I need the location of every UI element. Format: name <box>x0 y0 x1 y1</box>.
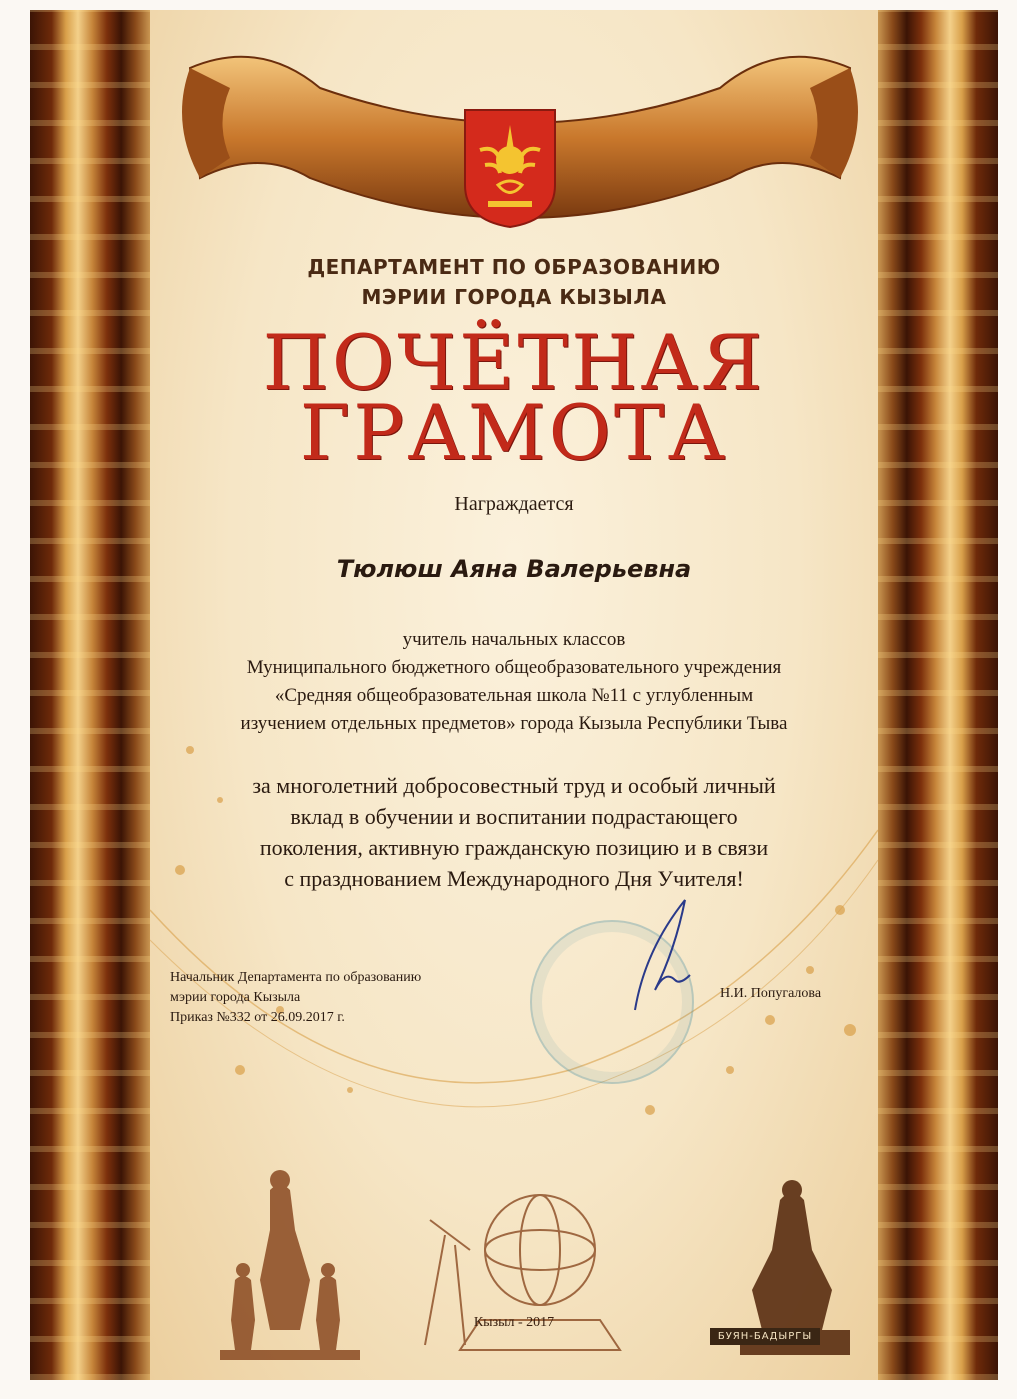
position-line: изучением отдельных предметов» города Кызыла Республики Тыва <box>240 713 788 734</box>
recipient-name: Тюлюш Аяна Валерьевна <box>336 555 692 583</box>
position-line: «Средняя общеобразовательная школа №11 с углубленным <box>274 685 754 706</box>
award-reason <box>150 770 878 894</box>
handwritten-signature <box>595 890 715 1020</box>
certificate-sheet <box>30 10 998 1380</box>
position-line: Муниципального бюджетного общеобразовательного учреждения <box>246 657 782 678</box>
reason-line: поколения, активную гражданскую позицию и в связи <box>259 835 769 860</box>
title-line-1: ПОЧЁТНАЯ <box>262 318 766 407</box>
order-reference: Приказ №332 от 26.09.2017 г. <box>170 1010 345 1025</box>
right-ornament-border <box>878 10 998 1380</box>
position-line: учитель начальных классов <box>402 629 626 650</box>
reason-line: с празднованием Международного Дня Учителя! <box>284 866 744 891</box>
title-line-2: ГРАМОТА <box>299 388 729 477</box>
certificate-title <box>150 318 878 477</box>
awarded-label: Награждается <box>454 493 574 515</box>
recipient-position <box>150 626 878 738</box>
reason-line: за многолетний добросовестный труд и особый личный <box>252 773 776 798</box>
department-header <box>150 252 878 312</box>
city-year: Кызыл - 2017 <box>473 1315 555 1330</box>
monument-label: БУЯН-БАДЫРГЫ <box>710 1328 820 1345</box>
city-emblem-icon <box>460 105 560 230</box>
signer-title-line: Начальник Департамента по образованию <box>170 970 422 985</box>
reason-line: вклад в обучении и воспитании подрастающего <box>290 804 738 829</box>
left-ornament-border <box>30 10 150 1380</box>
department-line-1: ДЕПАРТАМЕНТ ПО ОБРАЗОВАНИЮ <box>307 255 721 279</box>
department-line-2: МЭРИИ ГОРОДА КЫЗЫЛА <box>361 285 667 309</box>
signer-name: Н.И. Попугалова <box>720 986 822 1001</box>
signer-title-line: мэрии города Кызыла <box>170 990 301 1005</box>
signer-block <box>170 968 421 1028</box>
